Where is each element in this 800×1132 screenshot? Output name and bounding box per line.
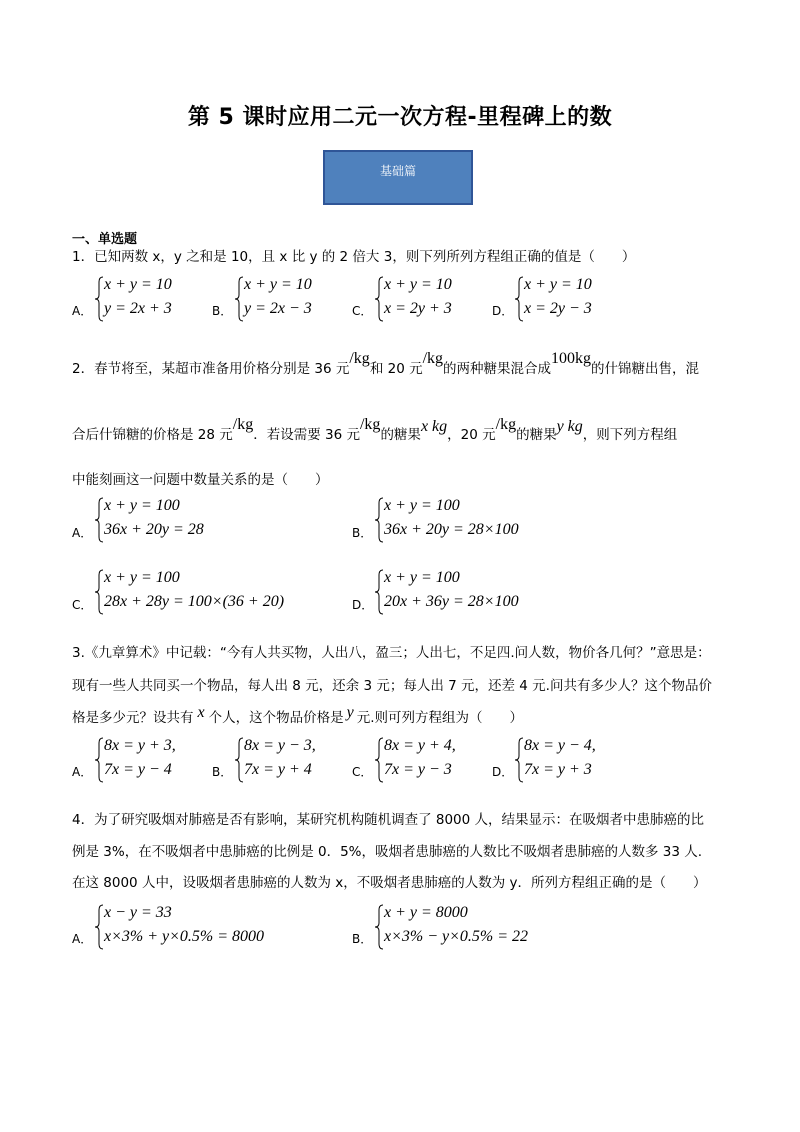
equation-1: x + y = 8000 bbox=[384, 904, 468, 921]
q2-text-part: ，20 元 bbox=[447, 427, 496, 443]
question-3-line-2: 现有一些人共同买一个物品，每人出 8 元，还余 3 元；每人出 7 元，还差 4 元.问共有多少人？这个物品价 bbox=[72, 678, 712, 694]
equation-1: x + y = 10 bbox=[384, 276, 452, 293]
brace-icon bbox=[234, 276, 244, 322]
var-y-kg: y kg bbox=[556, 418, 583, 435]
q2-text-part: 的糖果 bbox=[380, 427, 421, 443]
q2-text-part: ．若设需要 36 元 bbox=[253, 427, 360, 443]
q3-text-part: 元.则可列方程组为（ ） bbox=[356, 710, 524, 726]
var-x-kg: x kg bbox=[420, 418, 448, 435]
q2-text-part: 的两种糖果混合成 bbox=[443, 361, 552, 377]
option-label: B． bbox=[212, 304, 233, 318]
equation-1: x + y = 100 bbox=[384, 497, 460, 514]
brace-icon bbox=[374, 276, 384, 322]
section-heading: 一、单选题 bbox=[72, 232, 138, 247]
equation-2: 7x = y + 3 bbox=[524, 761, 592, 778]
brace-icon bbox=[374, 904, 384, 950]
equation-1: 8x = y + 4, bbox=[384, 737, 456, 754]
q2-text-part: 的糖果 bbox=[516, 427, 557, 443]
question-4-options bbox=[72, 904, 672, 954]
brace-icon bbox=[514, 276, 524, 322]
question-3-options bbox=[72, 737, 672, 787]
question-2-line-2 bbox=[72, 416, 678, 444]
equation-2: 36x + 20y = 28 bbox=[104, 521, 204, 538]
brace-icon bbox=[94, 497, 104, 543]
equation-2: 28x + 28y = 100×(36 + 20) bbox=[104, 593, 285, 610]
option-label: C． bbox=[352, 304, 373, 318]
question-2-options bbox=[72, 497, 672, 627]
question-4-line-2: 例是 3%，在不吸烟者中患肺癌的比例是 0．5%，吸烟者患肺癌的人数比不吸烟者患肺癌的人数多 33 人. bbox=[72, 844, 703, 860]
var-y: y bbox=[346, 704, 354, 721]
page-title: 第 5 课时应用二元一次方程-里程碑上的数 bbox=[187, 105, 613, 130]
equation-2: 20x + 36y = 28×100 bbox=[384, 593, 519, 610]
brace-icon bbox=[514, 737, 524, 783]
unit-per-kg: /kg bbox=[232, 416, 254, 433]
equation-2: 7x = y − 4 bbox=[104, 761, 172, 778]
equation-2: 7x = y + 4 bbox=[244, 761, 312, 778]
question-2-line-3: 中能刻画这一问题中数量关系的是（ ） bbox=[72, 472, 329, 488]
equation-2: y = 2x − 3 bbox=[244, 300, 312, 317]
equation-2: y = 2x + 3 bbox=[104, 300, 172, 317]
q2-text-part: 和 20 元 bbox=[369, 361, 423, 377]
equation-2: x×3% + y×0.5% = 8000 bbox=[104, 928, 265, 945]
equation-1: x + y = 100 bbox=[384, 569, 460, 586]
brace-icon bbox=[374, 569, 384, 615]
unit-per-kg: /kg bbox=[349, 350, 370, 367]
equation-2: 36x + 20y = 28×100 bbox=[384, 521, 519, 538]
level-badge: 基础篇 bbox=[323, 150, 473, 205]
equation-2: x = 2y + 3 bbox=[384, 300, 452, 317]
equation-1: x + y = 100 bbox=[104, 497, 180, 514]
option-label: C． bbox=[352, 765, 373, 779]
question-3-line-1: 3.《九章算术》中记载：“今有人共买物，人出八，盈三；人出七，不足四.问人数，物价各几何？”意思是： bbox=[72, 645, 711, 661]
option-label: A． bbox=[72, 304, 93, 318]
brace-icon bbox=[94, 276, 104, 322]
q2-text-part: ，则下列方程组 bbox=[582, 427, 678, 443]
equation-1: x + y = 10 bbox=[104, 276, 172, 293]
unit-100kg: 100kg bbox=[551, 350, 592, 367]
option-label: D． bbox=[492, 765, 514, 779]
brace-icon bbox=[374, 497, 384, 543]
question-3-line-3 bbox=[72, 704, 524, 727]
option-label: A． bbox=[72, 526, 93, 540]
equation-1: x + y = 10 bbox=[244, 276, 312, 293]
brace-icon bbox=[374, 737, 384, 783]
equation-2: 7x = y − 3 bbox=[384, 761, 452, 778]
option-label: C． bbox=[72, 598, 93, 612]
question-4-line-1: 4．为了研究吸烟对肺癌是否有影响，某研究机构随机调查了 8000 人，结果显示：在吸烟者中患肺癌的比 bbox=[72, 812, 705, 828]
q3-text-part: 格是多少元？设共有 bbox=[72, 710, 194, 726]
question-1-options bbox=[72, 276, 672, 326]
q2-text-part: 的什锦糖出售，混 bbox=[591, 361, 700, 377]
unit-per-kg: /kg bbox=[359, 416, 381, 433]
brace-icon bbox=[234, 737, 244, 783]
var-x: x bbox=[197, 704, 205, 721]
option-label: B． bbox=[212, 765, 233, 779]
equation-1: 8x = y − 4, bbox=[524, 737, 596, 754]
equation-1: x − y = 33 bbox=[104, 904, 172, 921]
q2-text-part: 2．春节将至，某超市准备用价格分别是 36 元 bbox=[72, 361, 350, 377]
brace-icon bbox=[94, 737, 104, 783]
equation-1: x + y = 10 bbox=[524, 276, 592, 293]
equation-2: x = 2y − 3 bbox=[524, 300, 592, 317]
option-label: B． bbox=[352, 932, 373, 946]
option-label: D． bbox=[492, 304, 514, 318]
equation-1: 8x = y + 3, bbox=[104, 737, 176, 754]
option-label: A． bbox=[72, 765, 93, 779]
q3-text-part: 个人，这个物品价格是 bbox=[208, 710, 344, 726]
option-label: A． bbox=[72, 932, 93, 946]
equation-1: 8x = y − 3, bbox=[244, 737, 316, 754]
unit-per-kg: /kg bbox=[422, 350, 444, 367]
question-1-text: 1．已知两数 x，y 之和是 10，且 x 比 y 的 2 倍大 3，则下列所列方程组正确的值是（ ） bbox=[72, 249, 636, 265]
option-label: D． bbox=[352, 598, 374, 612]
question-2-line-1 bbox=[72, 350, 700, 378]
equation-2: x×3% − y×0.5% = 22 bbox=[384, 928, 529, 945]
question-4-line-3: 在这 8000 人中，设吸烟者患肺癌的人数为 x，不吸烟者患肺癌的人数为 y．所列方程组正确的是（ ） bbox=[72, 875, 707, 891]
q2-text-part: 合后什锦糖的价格是 28 元 bbox=[72, 427, 233, 443]
brace-icon bbox=[94, 904, 104, 950]
unit-per-kg: /kg bbox=[495, 416, 517, 433]
option-label: B． bbox=[352, 526, 373, 540]
equation-1: x + y = 100 bbox=[104, 569, 180, 586]
brace-icon bbox=[94, 569, 104, 615]
